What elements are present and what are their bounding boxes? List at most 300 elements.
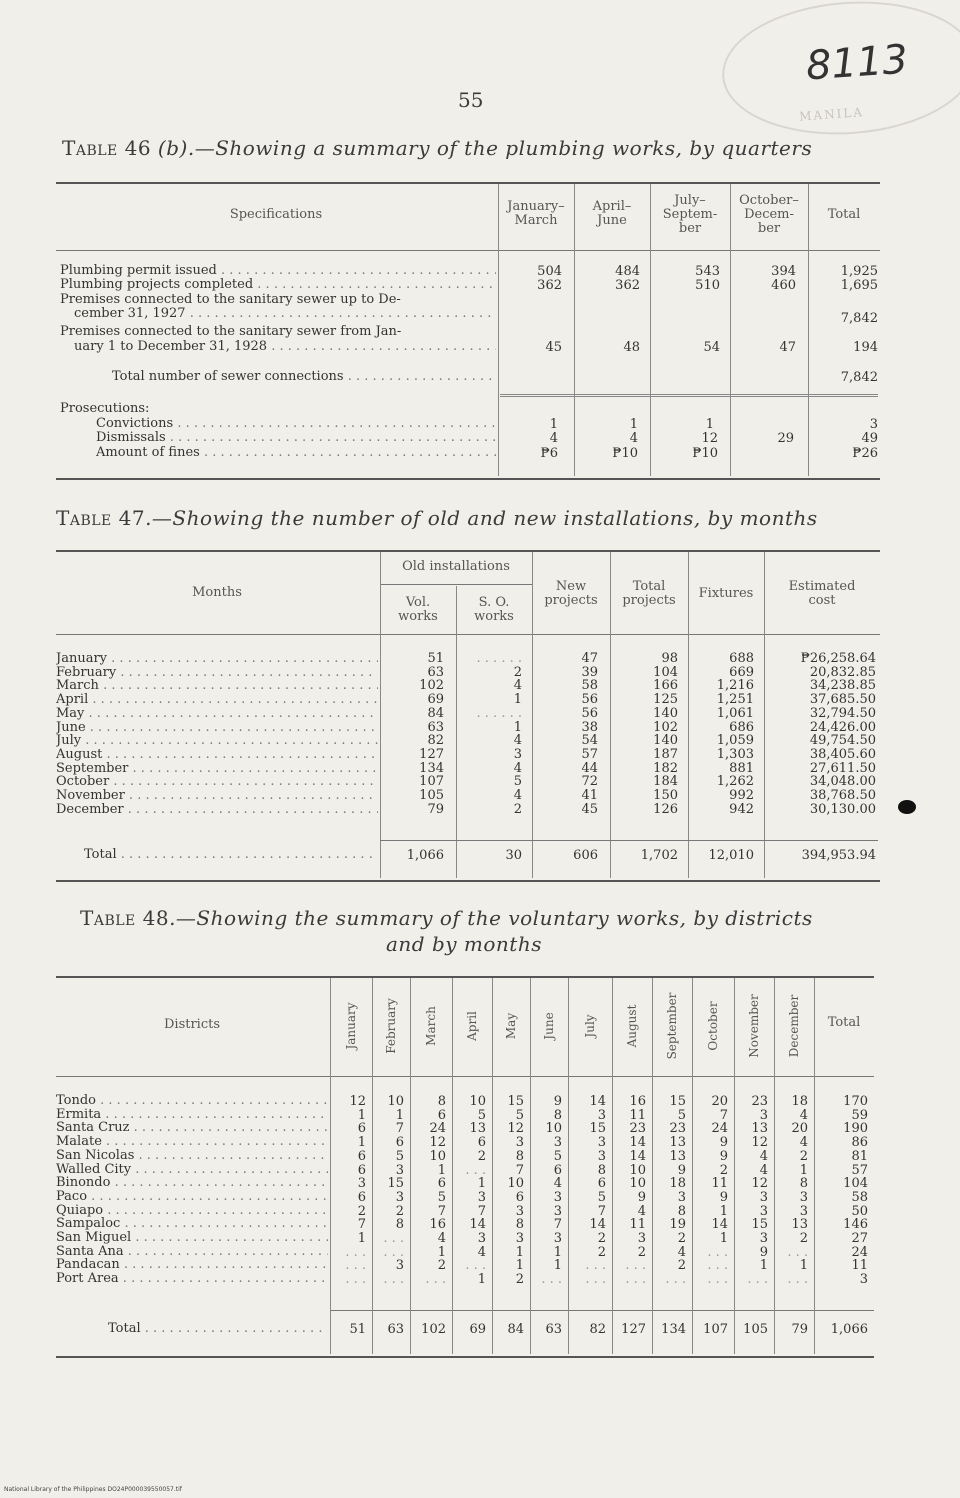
t47-cell: 38,768.50 bbox=[809, 788, 876, 803]
t47-cell: 5 bbox=[513, 774, 522, 790]
t46-cell: 4 bbox=[629, 431, 638, 446]
t48-total-cell: 63 bbox=[387, 1322, 404, 1337]
ink-blot bbox=[898, 800, 916, 814]
t48-cell: 14 bbox=[589, 1217, 606, 1233]
footer-credit: National Library of the Philippines DO24P000039550057.tif bbox=[4, 1486, 182, 1493]
t48-cell: 5 bbox=[395, 1148, 404, 1164]
t48-district-label: Paco . . . bbox=[56, 1190, 328, 1203]
table47-caption bbox=[56, 506, 818, 530]
t48-cell: 3 bbox=[515, 1203, 524, 1219]
t47-total-new: 606 bbox=[573, 848, 598, 863]
t48-cell: 3 bbox=[759, 1189, 768, 1205]
table47-bottom-rule bbox=[56, 880, 880, 882]
t48-cell: . . . bbox=[345, 1272, 366, 1288]
t47-total-so: 30 bbox=[505, 848, 522, 863]
t47-cell: 38,405.60 bbox=[809, 746, 876, 762]
t48-cell: 50 bbox=[851, 1203, 868, 1219]
t47-cell: 107 bbox=[419, 774, 444, 790]
t48-cell: 1 bbox=[719, 1203, 728, 1219]
t48-cell: 13 bbox=[669, 1135, 686, 1151]
t47-cell: 881 bbox=[729, 760, 754, 776]
t46-header-q1: January– March bbox=[507, 199, 565, 228]
t48-month-header: June bbox=[542, 1012, 556, 1040]
t47-cell: 98 bbox=[661, 651, 678, 666]
t48-cell: 59 bbox=[851, 1107, 868, 1123]
t47-cell: 4 bbox=[513, 678, 522, 694]
table47-top-rule bbox=[56, 550, 880, 552]
table47-group-rule bbox=[380, 584, 532, 585]
t46-cell: 1 bbox=[629, 417, 638, 432]
t47-cell: 184 bbox=[653, 774, 678, 790]
t48-cell: 3 bbox=[395, 1162, 404, 1178]
t47-cell: 56 bbox=[581, 692, 598, 708]
t48-cell: 15 bbox=[507, 1094, 524, 1109]
t48-cell: 4 bbox=[799, 1107, 808, 1123]
t47-total-vol: 1,066 bbox=[406, 848, 444, 863]
t48-cell: 3 bbox=[553, 1135, 562, 1151]
t47-cell: 63 bbox=[427, 719, 444, 735]
t47-total-rule bbox=[380, 840, 878, 841]
t46-cell: 194 bbox=[853, 340, 878, 355]
t46-total-label: Total number of sewer connections . . . bbox=[112, 370, 496, 383]
t48-cell: 24 bbox=[429, 1121, 446, 1137]
t48-cell: . . . bbox=[541, 1272, 562, 1288]
t48-cell: 5 bbox=[553, 1148, 562, 1164]
t48-month-header: July bbox=[583, 1014, 597, 1038]
t48-cell: 2 bbox=[395, 1203, 404, 1219]
table48-caption-line2 bbox=[386, 932, 542, 956]
t48-cell: 146 bbox=[843, 1217, 868, 1233]
t47-cell: 1 bbox=[513, 692, 522, 708]
t48-cell: 1 bbox=[553, 1244, 562, 1260]
t47-month-label: May . . . bbox=[56, 707, 378, 720]
t48-cell: 8 bbox=[515, 1217, 524, 1233]
t48-month-header: May bbox=[504, 1012, 518, 1040]
t48-total-label: Total . . . bbox=[108, 1322, 328, 1335]
t48-cell: 7 bbox=[477, 1203, 486, 1219]
t48-cell: . . . bbox=[707, 1272, 728, 1288]
t48-month-header: February bbox=[384, 998, 398, 1054]
t48-cell: 1 bbox=[477, 1176, 486, 1192]
t48-cell: 13 bbox=[791, 1217, 808, 1233]
t48-cell: 16 bbox=[629, 1094, 646, 1109]
t48-cell: 2 bbox=[637, 1244, 646, 1260]
t48-total-cell: 107 bbox=[703, 1322, 728, 1337]
t48-header-total: Total bbox=[827, 1015, 861, 1030]
t47-month-label: September . . . bbox=[56, 762, 378, 775]
t47-header-fixtures: Fixtures bbox=[698, 586, 754, 601]
t48-cell: 5 bbox=[437, 1189, 446, 1205]
handwritten-number: 8113 bbox=[804, 36, 910, 90]
t48-cell: . . . bbox=[787, 1272, 808, 1288]
t46-cell: 1 bbox=[705, 417, 714, 432]
t48-cell: 3 bbox=[553, 1203, 562, 1219]
t48-district-label: Quiapo . . . bbox=[56, 1204, 328, 1217]
t46-cell: ₱26 bbox=[852, 446, 878, 461]
t47-month-label: October . . . bbox=[56, 775, 378, 788]
t48-cell: 8 bbox=[799, 1176, 808, 1192]
t47-cell: 47 bbox=[581, 651, 598, 666]
t48-cell: 1 bbox=[395, 1107, 404, 1123]
t48-cell: . . . bbox=[707, 1258, 728, 1274]
t47-header-total: Total projects bbox=[622, 579, 676, 608]
t48-cell: 7 bbox=[719, 1107, 728, 1123]
t48-cell: . . . bbox=[747, 1272, 768, 1288]
t47-header-cost: Estimated cost bbox=[788, 579, 856, 608]
t47-vline bbox=[456, 586, 457, 878]
table48-header-rule bbox=[56, 1076, 874, 1077]
t47-cell: 102 bbox=[653, 719, 678, 735]
t48-cell: 3 bbox=[597, 1107, 606, 1123]
t48-cell: 1 bbox=[357, 1135, 366, 1151]
t48-cell: 4 bbox=[759, 1148, 768, 1164]
t48-cell: 6 bbox=[515, 1189, 524, 1205]
t48-cell: 3 bbox=[553, 1189, 562, 1205]
t48-cell: 1 bbox=[357, 1107, 366, 1123]
t48-cell: 10 bbox=[545, 1121, 562, 1137]
t48-district-label: Malate . . . bbox=[56, 1135, 328, 1148]
t48-cell: 2 bbox=[357, 1203, 366, 1219]
t48-cell: 14 bbox=[629, 1148, 646, 1164]
t48-cell: . . . bbox=[625, 1258, 646, 1274]
t48-month-header: November bbox=[747, 994, 761, 1058]
t46-cell: 543 bbox=[695, 264, 720, 279]
t47-cell: ₱26,258.64 bbox=[800, 651, 876, 666]
t48-cell: 14 bbox=[469, 1217, 486, 1233]
table46-header-rule bbox=[56, 250, 880, 251]
t48-cell: 3 bbox=[677, 1189, 686, 1205]
t48-total-cell: 79 bbox=[791, 1322, 808, 1337]
table47-label: Table 47 bbox=[56, 506, 146, 530]
t48-cell: 14 bbox=[711, 1217, 728, 1233]
t48-cell: 7 bbox=[597, 1203, 606, 1219]
t47-cell: 1,262 bbox=[716, 774, 754, 790]
t47-cell: 127 bbox=[419, 746, 444, 762]
t46-prosecutions-heading: Prosecutions: bbox=[60, 402, 150, 415]
t48-cell: 11 bbox=[851, 1258, 868, 1274]
t48-cell: . . . bbox=[383, 1272, 404, 1288]
t46-row-label: Plumbing permit issued . . . bbox=[60, 264, 496, 277]
t48-cell: 8 bbox=[597, 1162, 606, 1178]
t48-cell: . . . bbox=[425, 1272, 446, 1288]
t48-cell: 9 bbox=[719, 1135, 728, 1151]
table48-label: Table 48 bbox=[80, 906, 170, 930]
t47-cell: 1,059 bbox=[716, 733, 754, 749]
t47-cell: 63 bbox=[427, 664, 444, 680]
t46-row-label: Dismissals . . . bbox=[96, 431, 496, 444]
table47-header-rule bbox=[56, 634, 880, 635]
t48-cell: 104 bbox=[843, 1176, 868, 1192]
t48-cell: 1 bbox=[357, 1231, 366, 1246]
t47-total-label: Total . . . bbox=[84, 848, 378, 861]
t47-cell: 1,216 bbox=[716, 678, 754, 694]
t46-cell: 1 bbox=[549, 417, 558, 432]
t48-cell: 81 bbox=[851, 1148, 868, 1164]
t46-cell: 504 bbox=[537, 264, 562, 279]
t48-total-cell: 51 bbox=[349, 1322, 366, 1337]
t48-cell: 8 bbox=[395, 1217, 404, 1233]
t48-cell: 8 bbox=[553, 1107, 562, 1123]
t48-cell: 20 bbox=[791, 1121, 808, 1137]
t48-cell: 3 bbox=[477, 1231, 486, 1246]
t48-cell: 6 bbox=[477, 1135, 486, 1151]
t47-cell: . . . . . . bbox=[476, 705, 522, 721]
table48-caption-text2: and by months bbox=[386, 932, 542, 956]
t48-cell: 4 bbox=[477, 1244, 486, 1260]
t48-cell: 2 bbox=[437, 1258, 446, 1274]
t47-total-total: 1,702 bbox=[640, 848, 678, 863]
t47-cell: 82 bbox=[427, 733, 444, 749]
t48-cell: 3 bbox=[799, 1189, 808, 1205]
t47-cell: 104 bbox=[653, 664, 678, 680]
t46-row-label: Plumbing projects completed . . . bbox=[60, 278, 496, 291]
t47-cell: 669 bbox=[729, 664, 754, 680]
table46-caption bbox=[62, 136, 812, 160]
t48-cell: 4 bbox=[637, 1203, 646, 1219]
t46-cell: 1,695 bbox=[840, 278, 878, 293]
t48-district-label: Pandacan . . . bbox=[56, 1258, 328, 1271]
t48-cell: 11 bbox=[629, 1107, 646, 1123]
t47-cell: 2 bbox=[513, 664, 522, 680]
t48-cell: 6 bbox=[357, 1121, 366, 1137]
t47-month-label: November . . . bbox=[56, 789, 378, 802]
t47-cell: 24,426.00 bbox=[809, 719, 876, 735]
t48-cell: 3 bbox=[799, 1203, 808, 1219]
t47-cell: 51 bbox=[427, 651, 444, 666]
t48-cell: 10 bbox=[629, 1176, 646, 1192]
t48-cell: 10 bbox=[507, 1176, 524, 1192]
t47-cell: 1,303 bbox=[716, 746, 754, 762]
t47-cell: 105 bbox=[419, 788, 444, 803]
t48-month-header: September bbox=[665, 992, 679, 1060]
t46-total-value: 7,842 bbox=[840, 370, 878, 385]
t48-cell: 12 bbox=[751, 1135, 768, 1151]
t47-cell: 20,832.85 bbox=[809, 664, 876, 680]
t48-total-cell: 105 bbox=[743, 1322, 768, 1337]
t47-cell: 27,611.50 bbox=[809, 760, 876, 776]
table47-caption-text: .—Showing the number of old and new installations, by months bbox=[145, 506, 818, 530]
t48-district-label: Santa Ana . . . bbox=[56, 1245, 328, 1258]
t47-month-labels bbox=[56, 652, 378, 832]
t47-cell: 49,754.50 bbox=[809, 733, 876, 749]
t48-cell: . . . bbox=[707, 1244, 728, 1260]
t48-cell: . . . bbox=[665, 1272, 686, 1288]
t48-cell: 3 bbox=[357, 1176, 366, 1192]
t48-cell: . . . bbox=[625, 1272, 646, 1288]
t46-cell: 362 bbox=[537, 278, 562, 293]
t48-cell: 170 bbox=[843, 1094, 868, 1109]
t48-cell: 12 bbox=[429, 1135, 446, 1151]
t48-cell: 6 bbox=[437, 1107, 446, 1123]
t48-district-label: Port Area . . . bbox=[56, 1272, 328, 1285]
t48-month-header: April bbox=[465, 1011, 479, 1041]
t48-cell: 12 bbox=[349, 1094, 366, 1109]
t47-month-label: December . . . bbox=[56, 803, 378, 816]
t48-cell: 3 bbox=[759, 1107, 768, 1123]
t47-cell: 32,794.50 bbox=[809, 705, 876, 721]
t48-cell: 5 bbox=[677, 1107, 686, 1123]
t48-month-header: October bbox=[706, 1001, 720, 1051]
t47-cell: 992 bbox=[729, 788, 754, 803]
t48-cell: 1 bbox=[553, 1258, 562, 1274]
t47-month-label: March . . . bbox=[56, 679, 378, 692]
t46-row-label: cember 31, 1927 . . . bbox=[74, 307, 496, 320]
t47-cell: 69 bbox=[427, 692, 444, 708]
t47-month-label: January . . . bbox=[56, 652, 378, 665]
t48-district-labels bbox=[56, 1094, 328, 1294]
t47-cell: 56 bbox=[581, 705, 598, 721]
table48-bottom-rule bbox=[56, 1356, 874, 1358]
t46-cell: 7,842 bbox=[840, 311, 878, 326]
t46-row-label: Premises connected to the sanitary sewer from Jan- bbox=[60, 325, 402, 338]
t48-district-label: Sampaloc . . . bbox=[56, 1217, 328, 1230]
t46-row-label: Convictions . . . bbox=[96, 417, 496, 430]
t48-cell: 2 bbox=[799, 1231, 808, 1246]
t48-cell: 13 bbox=[669, 1148, 686, 1164]
t48-cell: 3 bbox=[759, 1231, 768, 1246]
t48-month-header: January bbox=[344, 1002, 358, 1050]
t46-row-label: Premises connected to the sanitary sewer up to De- bbox=[60, 293, 401, 306]
t47-cell: 54 bbox=[581, 733, 598, 749]
t47-cell: 45 bbox=[581, 801, 598, 817]
t48-cell: 14 bbox=[589, 1094, 606, 1109]
t46-cell: 48 bbox=[623, 340, 640, 355]
t46-header-q2: April– June bbox=[592, 199, 632, 228]
t48-cell: 16 bbox=[429, 1217, 446, 1233]
t46-cell: ₱6 bbox=[540, 446, 558, 461]
t48-cell: 3 bbox=[759, 1203, 768, 1219]
t48-cell: 5 bbox=[477, 1107, 486, 1123]
t48-cell: 12 bbox=[751, 1176, 768, 1192]
t48-cell: 6 bbox=[357, 1162, 366, 1178]
t47-cell: 150 bbox=[653, 788, 678, 803]
t48-cell: 1 bbox=[437, 1162, 446, 1178]
t48-cell: 10 bbox=[469, 1094, 486, 1109]
t48-cell: 6 bbox=[597, 1176, 606, 1192]
t48-cell: 1 bbox=[515, 1258, 524, 1274]
t47-cell: 140 bbox=[653, 705, 678, 721]
t48-cell: 3 bbox=[553, 1231, 562, 1246]
t48-cell: 3 bbox=[395, 1258, 404, 1274]
t48-cell: 10 bbox=[429, 1148, 446, 1164]
t47-cell: 187 bbox=[653, 746, 678, 762]
t48-cell: 2 bbox=[597, 1231, 606, 1246]
t48-cell: 3 bbox=[395, 1189, 404, 1205]
t47-cell: 34,048.00 bbox=[809, 774, 876, 790]
t46-header-total: Total bbox=[827, 207, 861, 222]
t47-month-label: July . . . bbox=[56, 734, 378, 747]
t48-cell: 3 bbox=[637, 1231, 646, 1246]
t47-cell: 38 bbox=[581, 719, 598, 735]
t48-total-rule bbox=[330, 1310, 874, 1311]
t46-cell: ₱10 bbox=[692, 446, 718, 461]
t48-cell: 15 bbox=[589, 1121, 606, 1137]
t46-cell: 12 bbox=[701, 431, 718, 446]
t48-cell: 5 bbox=[515, 1107, 524, 1123]
t47-cell: 34,238.85 bbox=[809, 678, 876, 694]
t46-cell: 47 bbox=[779, 340, 796, 355]
t47-cell: 4 bbox=[513, 760, 522, 776]
t46-cell: 394 bbox=[771, 264, 796, 279]
t48-total-cell: 102 bbox=[421, 1322, 446, 1337]
t48-cell: . . . bbox=[465, 1162, 486, 1178]
t48-cell: 1 bbox=[799, 1162, 808, 1178]
t48-cell: 1 bbox=[759, 1258, 768, 1274]
t48-cell: . . . bbox=[383, 1231, 404, 1246]
t48-district-label: San Nicolas . . . bbox=[56, 1149, 328, 1162]
t48-district-label: Tondo . . . bbox=[56, 1094, 328, 1107]
t48-cell: 4 bbox=[437, 1231, 446, 1246]
t48-cell: 1 bbox=[515, 1244, 524, 1260]
t47-cell: 1 bbox=[513, 719, 522, 735]
t48-cell: 4 bbox=[677, 1244, 686, 1260]
t48-cell: 1 bbox=[719, 1231, 728, 1246]
t48-cell: . . . bbox=[345, 1244, 366, 1260]
t48-cell: 7 bbox=[515, 1162, 524, 1178]
t48-cell: 19 bbox=[669, 1217, 686, 1233]
t48-cell: 15 bbox=[387, 1176, 404, 1192]
table48-top-rule bbox=[56, 976, 874, 978]
table46-label: Table 46 bbox=[62, 136, 152, 160]
t47-cell: 102 bbox=[419, 678, 444, 694]
t48-cell: 2 bbox=[597, 1244, 606, 1260]
t48-cell: 1 bbox=[437, 1244, 446, 1260]
t47-month-label: June . . . bbox=[56, 721, 378, 734]
t48-cell: 15 bbox=[669, 1094, 686, 1109]
t48-cell: 3 bbox=[597, 1135, 606, 1151]
t48-cell: 18 bbox=[791, 1094, 808, 1109]
t47-cell: 58 bbox=[581, 678, 598, 694]
t47-cell: 30,130.00 bbox=[809, 801, 876, 817]
t48-cell: 1 bbox=[477, 1272, 486, 1288]
t47-total-cost: 394,953.94 bbox=[801, 848, 876, 863]
t47-cell: 57 bbox=[581, 746, 598, 762]
t47-cell: 134 bbox=[419, 760, 444, 776]
t48-cell: 6 bbox=[437, 1176, 446, 1192]
t48-header-districts: Districts bbox=[163, 1017, 221, 1032]
t48-cell: 86 bbox=[851, 1135, 868, 1151]
t48-cell: . . . bbox=[787, 1244, 808, 1260]
t48-cell: 11 bbox=[629, 1217, 646, 1233]
t47-cell: 2 bbox=[513, 801, 522, 817]
t47-cell: 688 bbox=[729, 651, 754, 666]
t48-total-cell: 127 bbox=[621, 1322, 646, 1337]
t48-cell: 9 bbox=[637, 1189, 646, 1205]
t48-cell: 3 bbox=[859, 1272, 868, 1288]
t46-cell: 49 bbox=[861, 431, 878, 446]
t47-cell: 140 bbox=[653, 733, 678, 749]
t48-district-label: Binondo . . . bbox=[56, 1176, 328, 1189]
t48-total-cell: 84 bbox=[507, 1322, 524, 1337]
t48-total-cell: 82 bbox=[589, 1322, 606, 1337]
t48-district-label: Santa Cruz . . . bbox=[56, 1121, 328, 1134]
t47-cell: 1,061 bbox=[716, 705, 754, 721]
t46-header-q4: October– Decem- ber bbox=[739, 193, 799, 236]
t46-row-label: uary 1 to December 31, 1928 . . . bbox=[74, 340, 496, 353]
t48-cell: 7 bbox=[395, 1121, 404, 1137]
t48-district-label: San Miguel . . . bbox=[56, 1231, 328, 1244]
t48-district-label: Ermita . . . bbox=[56, 1108, 328, 1121]
t47-cell: 72 bbox=[581, 774, 598, 790]
t47-cell: 686 bbox=[729, 719, 754, 735]
t47-cell: 182 bbox=[653, 760, 678, 776]
t47-month-label: August . . . bbox=[56, 748, 378, 761]
t48-cell: 6 bbox=[553, 1162, 562, 1178]
t48-cell: 2 bbox=[477, 1148, 486, 1164]
t48-cell: 18 bbox=[669, 1176, 686, 1192]
t48-cell: 14 bbox=[629, 1135, 646, 1151]
t48-total-cell: 1,066 bbox=[830, 1322, 868, 1337]
